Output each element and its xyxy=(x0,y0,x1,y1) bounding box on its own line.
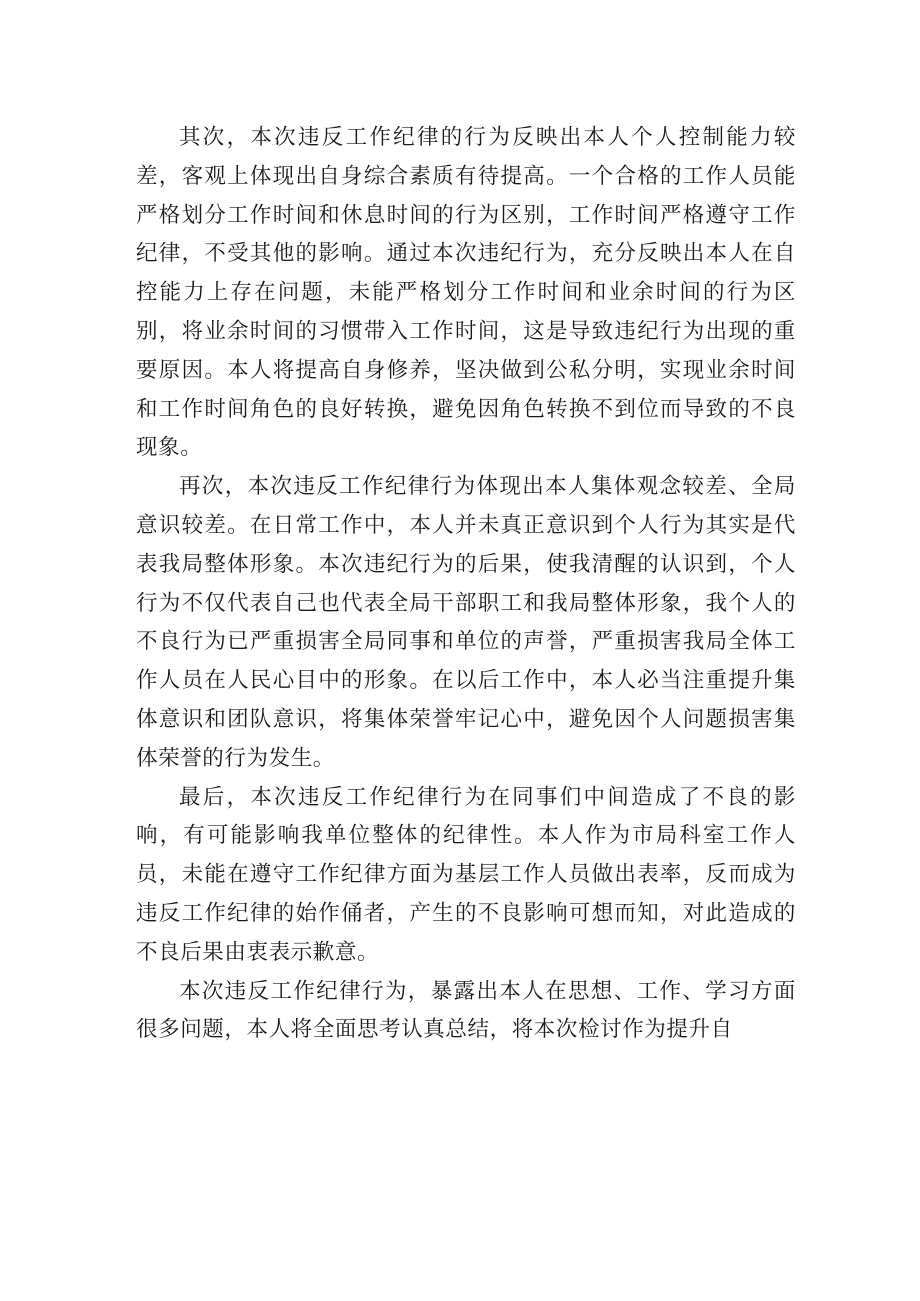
paragraph-thirdly: 再次，本次违反工作纪律行为体现出本人集体观念较差、全局意识较差。在日常工作中，本人并未真正意识到个人行为其实是代表我局整体形象。本次违纪行为的后果，使我清醒的认识到，个人行为不仅代表自己也代表全局干部职工和我局整体形象，我个人的不良行为已严重损害全局同事和单位的声誉，严重损害我局全体工作人员在人民心目中的形象。在以后工作中，本人必当注重提升集体意识和团队意识，将集体荣誉牢记心中，避免因个人问题损害集体荣誉的行为发生。 xyxy=(136,474,796,771)
paragraph-finally: 最后，本次违反工作纪律行为在同事们中间造成了不良的影响，有可能影响我单位整体的纪律性。本人作为市局科室工作人员，未能在遵守工作纪律方面为基层工作人员做出表率，反而成为违反工作纪律的始作俑者，产生的不良影响可想而知，对此造成的不良后果由衷表示歉意。 xyxy=(136,784,796,965)
paragraph-conclusion: 本次违反工作纪律行为，暴露出本人在思想、工作、学习方面很多问题，本人将全面思考认真总结，将本次检讨作为提升自 xyxy=(136,978,796,1043)
paragraph-secondly: 其次，本次违反工作纪律的行为反映出本人个人控制能力较差，客观上体现出自身综合素质有待提高。一个合格的工作人员能严格划分工作时间和休息时间的行为区别，工作时间严格遵守工作纪律，不受其他的影响。通过本次违纪行为，充分反映出本人在自控能力上存在问题，未能严格划分工作时间和业余时间的行为区别，将业余时间的习惯带入工作时间，这是导致违纪行为出现的重要原因。本人将提高自身修养，坚决做到公私分明，实现业余时间和工作时间角色的良好转换，避免因角色转换不到位而导致的不良现象。 xyxy=(136,125,796,461)
document-body xyxy=(136,119,796,1050)
